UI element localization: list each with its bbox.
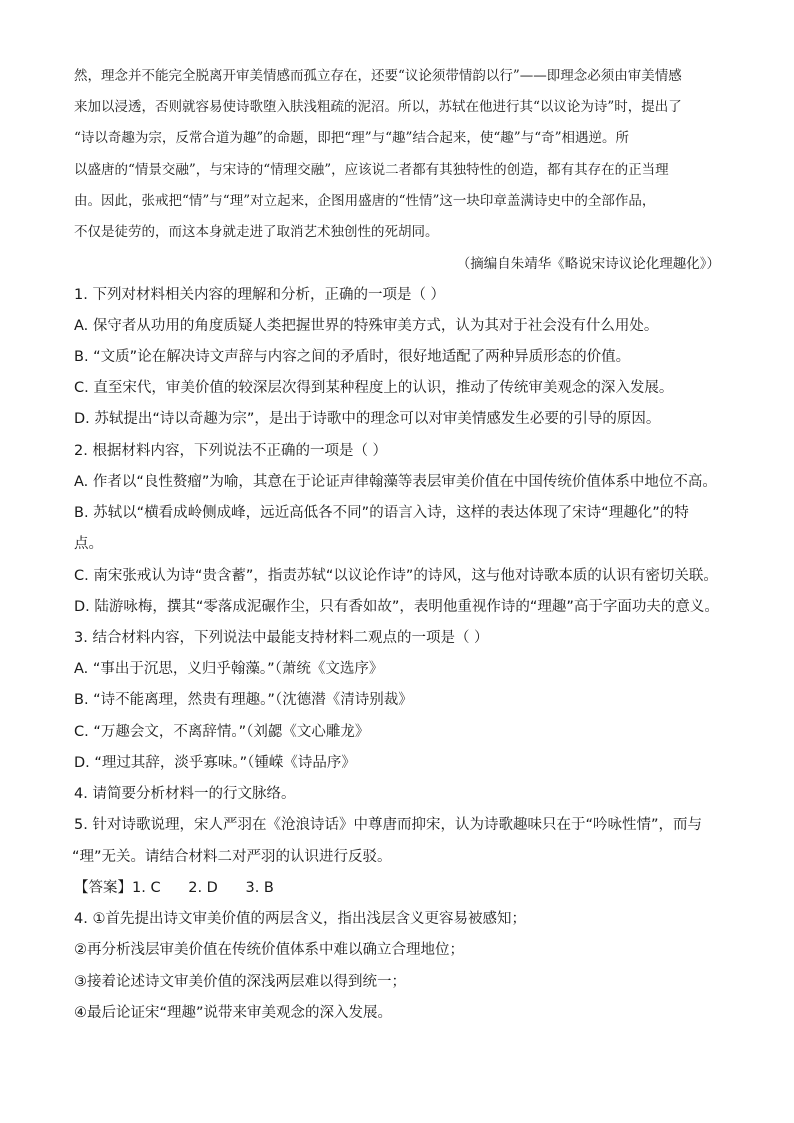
answer-mc: 1. C 2. D 3. B [132,880,274,896]
passage-line: 来加以浸透，否则就容易使诗歌堕入肤浅粗疏的泥沼。所以，苏轼在他进行其“以议论为诗”时，提出了 [74,99,682,115]
question-1-option-c: C. 直至宋代，审美价值的较深层次得到某种程度上的认识，推动了传统审美观念的深入发展。 [74,380,674,396]
answer-tag: 【答案】 [74,880,132,896]
question-1-stem: 1. 下列对材料相关内容的理解和分析，正确的一项是（ ） [74,287,446,303]
passage-line: 然，理念并不能完全脱离开审美情感而孤立存在，还要“议论须带情韵以行”——即理念必须由审美情感 [74,68,682,84]
passage-line: 以盛唐的“情景交融”，与宋诗的“情理交融”，应该说二者都有其独特性的创造，都有其存在的正当理 [74,162,669,178]
question-3-option-c: C. “万趣会文，不离辞情。”（刘勰《文心雕龙》 [74,724,370,740]
question-1-option-d: D. 苏轼提出“诗以奇趣为宗”，是出于诗歌中的理念可以对审美情感发生必要的引导的原因。 [74,411,661,427]
passage-line: 由。因此，张戒把“情”与“理”对立起来，企图用盛唐的“性情”这一块印章盖满诗史中的全部作品， [74,193,656,209]
question-2-option-b-cont: 点。 [74,536,103,552]
passage-line: 不仅是徒劳的，而这本身就走进了取消艺术独创性的死胡同。 [74,224,439,240]
question-3-option-a: A. “事出于沉思，义归乎翰藻。”（萧统《文选序》 [74,661,384,677]
question-3-option-d: D. “理过其辞，淡乎寡味。”（锺嵘《诗品序》 [74,755,356,771]
question-1-option-b: B. “文质”论在解决诗文声辞与内容之间的矛盾时，很好地适配了两种异质形态的价值。 [74,349,631,365]
answer-line: 4. ①首先提出诗文审美价值的两层含义，指出浅层含义更容易被感知； [74,911,526,927]
answer-line: ④最后论证宋“理趣”说带来审美观念的深入发展。 [74,1005,393,1021]
question-2-option-d: D. 陆游咏梅，撰其“零落成泥碾作尘，只有香如故”，表明他重视作诗的“理趣”高于字面功夫的意义。 [74,599,719,615]
answer-mc-line [74,878,274,898]
question-2-stem: 2. 根据材料内容，下列说法不正确的一项是（ ） [74,443,388,459]
answer-line: ③接着论述诗文审美价值的深浅两层难以得到统一； [74,974,406,990]
question-2-option-c: C. 南宋张戒认为诗“贵含蓄”，指责苏轼“以议论作诗”的诗风，这与他对诗歌本质的认识有密切关联。 [74,568,718,584]
question-3-stem: 3. 结合材料内容，下列说法中最能支持材料二观点的一项是（ ） [74,630,489,646]
question-2-option-a: A. 作者以“良性赘瘤”为喻，其意在于论证声律翰藻等表层审美价值在中国传统价值体系中地位不高。 [74,474,717,490]
passage-line: “诗以奇趣为宗，反常合道为趣”的命题，即把“理”与“趣”结合起来，使“趣”与“奇”相遇逆。所 [74,130,630,146]
question-3-option-b: B. “诗不能离理，然贵有理趣。”（沈德潜《清诗别裁》 [74,692,413,708]
question-5-stem-cont: “理”无关。请结合材料二对严羽的认识进行反驳。 [72,849,392,865]
question-2-option-b: B. 苏轼以“横看成岭侧成峰，远近高低各不同”的语言入诗，这样的表达体现了宋诗“理趣化”的特 [74,505,689,521]
question-1-option-a: A. 保守者从功用的角度质疑人类把握世界的特殊审美方式，认为其对于社会没有什么用处。 [74,318,659,334]
question-5-stem: 5. 针对诗歌说理，宋人严羽在《沧浪诗话》中尊唐而抑宋，认为诗歌趣味只在于“吟咏性情”，而与 [74,817,702,833]
answer-line: ②再分析浅层审美价值在传统价值体系中难以确立合理地位； [74,942,464,958]
passage-source: （摘编自朱靖华《略说宋诗议论化理趣化》） [456,256,720,272]
question-4-stem: 4. 请简要分析材料一的行文脉络。 [74,786,296,802]
